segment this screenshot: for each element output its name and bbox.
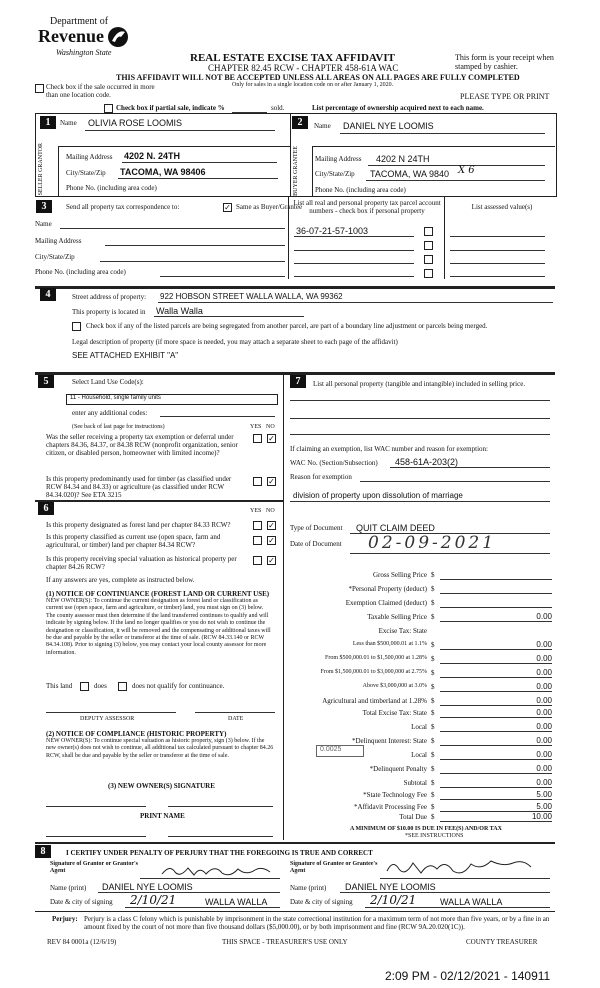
doc-date-value[interactable]: 02-09-2021 <box>368 533 497 553</box>
seller-name-label: Name <box>60 119 77 127</box>
historic-body: NEW OWNER(S): To continue special valuation as historic property, sign (3) below. If the new owner(s) does not wish to continue, all additional tax calculated pursuant to chapter 84.26 RCW, shall be due and payable by the seller or transferor at the time of sale. <box>46 738 274 759</box>
parcel-4-personal-checkbox[interactable] <box>424 269 433 278</box>
tax-row-label: *Delinquent Penalty <box>369 765 427 773</box>
land-does-not-label: does not qualify for continuance. <box>132 682 225 690</box>
parcel-header: List all real and personal property tax parcel account numbers - check box if personal property <box>293 199 441 215</box>
tax-row-value[interactable]: 0.00 <box>536 736 552 745</box>
section-4-number: 4 <box>40 288 56 301</box>
logo-dept-line2: Revenue <box>38 26 104 46</box>
tax-row-label: Local <box>411 723 427 731</box>
form-subtitle: CHAPTER 82.45 RCW - CHAPTER 458-61A WAC <box>208 63 399 73</box>
buyer-city-handwriting: X 6 <box>458 165 475 176</box>
grantor-signature[interactable] <box>160 862 275 884</box>
reason-label: Reason for exemption <box>290 473 352 481</box>
section5-q2-no[interactable]: ✓ <box>268 477 275 486</box>
tax-row-dollar: $ <box>431 737 435 745</box>
section-3-number: 3 <box>36 200 52 213</box>
exemption-label: If claiming an exemption, list WAC number and reason for exemption: <box>290 445 488 453</box>
doc-type-label: Type of Document <box>290 524 343 532</box>
tax-row-value[interactable]: 10.00 <box>531 812 552 821</box>
section6-q2: Is this property classified as current use (open space, farm and agricultural, or timber) land per chapter 84.34 RCW? <box>46 533 221 549</box>
tax-row-value[interactable]: 0.00 <box>536 668 552 677</box>
tax-row-dollar: $ <box>431 697 435 705</box>
multi-location-label: Check box if the sale occurred in more than one location code. <box>46 83 155 99</box>
tax-row-dollar: $ <box>431 765 435 773</box>
see-back-label: (See back of last page for instructions) <box>72 424 165 430</box>
tax-row-label: *Affidavit Processing Fee <box>354 803 427 811</box>
historic-title: (2) NOTICE OF COMPLIANCE (HISTORIC PROPERTY) <box>46 730 227 738</box>
tax-row-label: *Personal Property (deduct) <box>348 585 427 593</box>
tax-row-label: Gross Selling Price <box>372 571 427 579</box>
street-address-value[interactable]: 922 HOBSON STREET WALLA WALLA, WA 99362 <box>160 292 343 301</box>
new-owner-signature-label: (3) NEW OWNER(S) SIGNATURE <box>108 782 215 790</box>
revenue-logo-icon <box>106 26 130 48</box>
section-6-number: 6 <box>38 502 54 515</box>
department-logo <box>38 16 133 71</box>
correspondence-name-label: Name <box>35 220 52 228</box>
buyer-name-value[interactable]: DANIEL NYE LOOMIS <box>343 121 434 131</box>
section5-q1-no[interactable]: ✓ <box>268 434 275 443</box>
seller-city-label: City/State/Zip <box>66 169 106 177</box>
buyer-side-label: BUYER GRANTEE <box>293 146 299 196</box>
buyer-city-value[interactable]: TACOMA, WA 9840 <box>370 169 450 179</box>
tax-row-dollar: $ <box>431 791 435 799</box>
partial-sale-checkbox[interactable] <box>104 104 113 113</box>
seller-name-value[interactable]: OLIVIA ROSE LOOMIS <box>88 118 183 128</box>
assessed-header: List assessed value(s) <box>471 203 533 211</box>
tax-row-label: From $1,500,000.01 to $3,000,000 at 2.75% <box>320 669 427 675</box>
tax-row-dollar: $ <box>431 709 435 717</box>
land-use-value: 11 - Household, single family units <box>70 395 161 401</box>
located-in-value[interactable]: Walla Walla <box>156 306 203 316</box>
continuance-title: (1) NOTICE OF CONTINUANCE (FOREST LAND OR CURRENT USE) <box>46 590 270 598</box>
correspondence-mailing-label: Mailing Address <box>35 237 82 245</box>
grantor-signature-label: Signature of Grantor or Grantor's Agent <box>50 861 138 874</box>
perjury-text: Perjury is a class C felony which is punishable by imprisonment in the state correctional institution for a maximum term of not more than five years, or by a fine in an amount fixed by the court of not more than five thousand dollars ($5,000.00), or by both imprisonment and fine (RCW 9A.20.020(1C)). <box>84 915 550 931</box>
form-title: REAL ESTATE EXCISE TAX AFFIDAVIT <box>190 52 395 64</box>
grantee-date-value[interactable]: 2/10/21 <box>370 893 417 907</box>
section5-q2: Is this property predominantly used for timber (as classified under RCW 84.34 and 84.33) or agriculture (as classified under RCW 84.34.020)? See ETA 3215 <box>46 475 232 499</box>
section6-yes: YES <box>250 508 262 514</box>
tax-row-dollar: $ <box>431 803 435 811</box>
please-type: PLEASE TYPE OR PRINT <box>460 92 550 101</box>
send-correspondence-label: Send all property tax correspondence to: <box>66 203 180 211</box>
sales-note: Only for sales in a single location code on or after January 1, 2020. <box>232 82 394 88</box>
tax-row-dollar: $ <box>431 813 435 821</box>
tax-row-value[interactable]: 0.00 <box>536 764 552 773</box>
grantee-name-value[interactable]: DANIEL NYE LOOMIS <box>345 882 436 892</box>
certify-statement: I CERTIFY UNDER PENALTY OF PERJURY THAT THE FOREGOING IS TRUE AND CORRECT <box>66 849 373 857</box>
section5-q1-yes[interactable] <box>253 434 262 443</box>
tax-row-label: Taxable Selling Price <box>367 613 427 621</box>
correspondence-phone-label: Phone No. (including area code) <box>35 268 126 276</box>
wac-label: WAC No. (Section/Subsection) <box>290 459 378 467</box>
section-8-number: 8 <box>35 845 51 858</box>
partial-sale-label: Check box if partial sale, indicate % <box>116 104 225 112</box>
grantee-date-label: Date & city of signing <box>290 898 353 906</box>
section5-q1: Was the seller receiving a property tax exemption or deferral under chapters 84.36, 84.37, or 84.38 RCW (nonprofit organization, senior citizen, or disabled person, homeowner with limited income)? <box>46 433 238 457</box>
continuance-body: NEW OWNER(S): To continue the current designation as forest land or classification as current use (open space, farm and agriculture, or timber) land, you must sign on (3) below. The county assessor must then determine if the land transferred continues to qualify and will indicate by signing below. If the land no longer qualifies or you do not wish to continue the designation or classification, it will be removed and the compensating or additional taxes will be due and payable by the seller or transferor at the time of sale. (RCW 84.33.140 or RCW 84.34.108). Prior to signing (3) below, you may contact your local county assessor for more information. <box>46 598 271 656</box>
section6-q1: Is this property designated as forest land per chapter 84.33 RCW? <box>46 521 231 529</box>
same-as-buyer-label: Same as Buyer/Grantee <box>236 203 303 211</box>
buyer-city-label: City/State/Zip <box>315 170 355 178</box>
personal-property-label: List all personal property (tangible and intangible) included in selling price. <box>313 380 526 388</box>
grantor-city-value[interactable]: WALLA WALLA <box>205 897 268 907</box>
grantee-signature-label: Signature of Grantee or Grantee's Agent <box>290 861 378 874</box>
tax-row-dollar: $ <box>431 779 435 787</box>
grantee-name-label: Name (print) <box>290 884 327 892</box>
tax-row-dollar: $ <box>431 751 435 759</box>
sold-label: sold. <box>271 104 285 112</box>
grantee-city-value[interactable]: WALLA WALLA <box>440 897 503 907</box>
segregated-checkbox[interactable] <box>72 322 81 331</box>
doc-type-value[interactable]: QUIT CLAIM DEED <box>356 523 435 533</box>
tax-row-value[interactable]: 0.00 <box>536 778 552 787</box>
tax-row-dollar: $ <box>431 585 435 593</box>
print-name-label: PRINT NAME <box>140 812 185 820</box>
tax-row-label: Total Excise Tax: State <box>362 709 427 717</box>
tax-row-value[interactable]: 0.00 <box>536 750 552 759</box>
deputy-assessor-label: DEPUTY ASSESSOR <box>80 716 135 722</box>
tax-row-label: *State Technology Fee <box>363 791 427 799</box>
same-as-buyer-checkbox[interactable]: ✓ <box>224 203 231 212</box>
correspondence-city-label: City/State/Zip <box>35 253 75 261</box>
tax-row-value[interactable]: 5.00 <box>536 790 552 799</box>
section-5-number: 5 <box>38 375 54 388</box>
tax-row-label: Agricultural and timberland at 1.28% <box>322 697 427 705</box>
local-rate-value: 0.0025 <box>320 746 342 753</box>
grantor-date-value[interactable]: 2/10/21 <box>130 893 177 907</box>
land-does-checkbox[interactable] <box>80 682 89 691</box>
section6-q3-yes[interactable] <box>253 556 262 565</box>
ownership-note: List percentage of ownership acquired next to each name. <box>312 104 484 112</box>
grantor-signature-icon <box>160 862 275 880</box>
legal-description-value[interactable]: SEE ATTACHED EXHIBIT "A" <box>72 351 179 360</box>
section-7-number: 7 <box>290 375 306 388</box>
logo-dept-line1: Department of <box>50 16 109 27</box>
tax-row-value[interactable]: 0.00 <box>536 708 552 717</box>
tax-row-dollar: $ <box>431 599 435 607</box>
multi-location-checkbox[interactable] <box>35 84 44 93</box>
located-in-label: This property is located in <box>72 308 146 316</box>
buyer-mailing-value[interactable]: 4202 N 24TH <box>376 154 430 164</box>
treasurer-space-label: THIS SPACE - TREASURER'S USE ONLY <box>222 938 348 946</box>
tax-row-value[interactable]: 5.00 <box>536 802 552 811</box>
tax-row-value[interactable]: 0.00 <box>536 654 552 663</box>
parcel-value[interactable]: 36-07-21-57-1003 <box>296 226 369 236</box>
doc-date-label: Date of Document <box>290 540 342 548</box>
tax-row-value[interactable]: 0.00 <box>536 722 552 731</box>
seller-city-value[interactable]: TACOMA, WA 98406 <box>120 167 206 177</box>
perjury-label: Perjury: <box>52 915 78 923</box>
parcel-1-personal-checkbox[interactable] <box>424 227 433 236</box>
additional-codes-label: enter any additional codes: <box>72 409 148 417</box>
logo-dept-line3: Washington State <box>56 48 112 57</box>
section6-q3: Is this property receiving special valuation as historical property per chapter 84.26 RCW? <box>46 555 237 571</box>
grantor-date-label: Date & city of signing <box>50 898 113 906</box>
grantor-name-value[interactable]: DANIEL NYE LOOMIS <box>102 882 193 892</box>
section6-q2-no[interactable]: ✓ <box>268 536 275 545</box>
tax-row-label: Less than $500,000.01 at 1.1% <box>352 641 427 647</box>
parcel-3-personal-checkbox[interactable] <box>424 255 433 264</box>
grantee-signature[interactable] <box>385 855 535 883</box>
tax-row-label: Exemption Claimed (deduct) <box>345 599 427 607</box>
assessor-date-label: DATE <box>228 716 244 722</box>
seller-mailing-value[interactable]: 4202 N. 24TH <box>124 151 181 161</box>
tax-row-label: Excise Tax: State <box>378 627 427 635</box>
tax-row-value[interactable]: 0.00 <box>536 640 552 649</box>
tax-row-dollar: $ <box>431 683 435 691</box>
segregated-label: Check box if any of the listed parcels are being segregated from another parcel, are part of a boundary line adjustment or parcels being merged. <box>86 322 488 330</box>
recording-stamp: 2:09 PM - 02/12/2021 - 140911 <box>385 969 551 983</box>
land-does-label: does <box>94 682 107 690</box>
tax-row-value[interactable]: 0.00 <box>536 682 552 691</box>
see-instructions-note: *SEE INSTRUCTIONS <box>405 833 464 839</box>
minimum-due-note: A MINIMUM OF $10.00 IS DUE IN FEE(S) AND/OR TAX <box>350 826 502 832</box>
section6-q3-no[interactable]: ✓ <box>268 556 275 565</box>
tax-row-dollar: $ <box>431 723 435 731</box>
seller-phone-label: Phone No. (including area code) <box>66 184 157 192</box>
buyer-mailing-label: Mailing Address <box>315 155 362 163</box>
buyer-name-label: Name <box>314 122 331 130</box>
section6-no: NO <box>266 508 275 514</box>
section5-q2-yes[interactable] <box>253 477 262 486</box>
this-land-label: This land <box>46 682 73 690</box>
form-revision: REV 84 0001a (12/6/19) <box>47 938 117 946</box>
grantor-name-label: Name (print) <box>50 884 87 892</box>
land-use-label: Select Land Use Code(s): <box>72 378 144 386</box>
tax-row-dollar: $ <box>431 669 435 677</box>
section5-no: NO <box>266 424 275 430</box>
tax-row-dollar: $ <box>431 641 435 649</box>
section5-yes: YES <box>250 424 262 430</box>
seller-side-label: SELLER GRANTOR <box>38 143 44 196</box>
tax-row-label: Subtotal <box>403 779 427 787</box>
parcel-2-personal-checkbox[interactable] <box>424 241 433 250</box>
section6-q1-yes[interactable] <box>253 521 262 530</box>
grantee-signature-icon <box>385 855 535 879</box>
section-1-number: 1 <box>40 116 56 129</box>
section6-q2-yes[interactable] <box>253 536 262 545</box>
tax-row-dollar: $ <box>431 613 435 621</box>
section6-q1-no[interactable]: ✓ <box>268 521 275 530</box>
legal-description-label: Legal description of property (if more space is needed, you may attach a separate sheet to each page of the affidavit) <box>72 338 398 346</box>
if-yes-note: If any answers are yes, complete as instructed below. <box>46 576 195 584</box>
tax-row-label: Above $3,000,000 at 3.0% <box>362 683 427 689</box>
tax-row-label: Total Due <box>399 813 427 821</box>
receipt-note: This form is your receipt when stamped by cashier. <box>455 53 554 71</box>
buyer-phone-label: Phone No. (including area code) <box>315 186 406 194</box>
county-treasurer-label: COUNTY TREASURER <box>466 938 538 946</box>
tax-row-label: *Delinquent Interest: State <box>351 737 427 745</box>
tax-row-value[interactable]: 0.00 <box>536 696 552 705</box>
seller-mailing-label: Mailing Address <box>66 153 113 161</box>
section-2-number: 2 <box>292 116 308 129</box>
tax-row-dollar: $ <box>431 571 435 579</box>
tax-row-label: Local <box>411 751 427 759</box>
tax-row-dollar: $ <box>431 655 435 663</box>
tax-row-value[interactable]: 0.00 <box>536 612 552 621</box>
form-notice: THIS AFFIDAVIT WILL NOT BE ACCEPTED UNLESS ALL AREAS ON ALL PAGES ARE FULLY COMPLETED <box>116 73 520 82</box>
street-address-label: Street address of property: <box>72 293 147 301</box>
wac-value[interactable]: 458-61A-203(2) <box>395 457 459 467</box>
tax-row-label: From $500,000.01 to $1,500,000 at 1.28% <box>325 655 427 661</box>
reason-value[interactable]: division of property upon dissolution of marriage <box>293 491 463 500</box>
land-does-not-checkbox[interactable] <box>118 682 127 691</box>
